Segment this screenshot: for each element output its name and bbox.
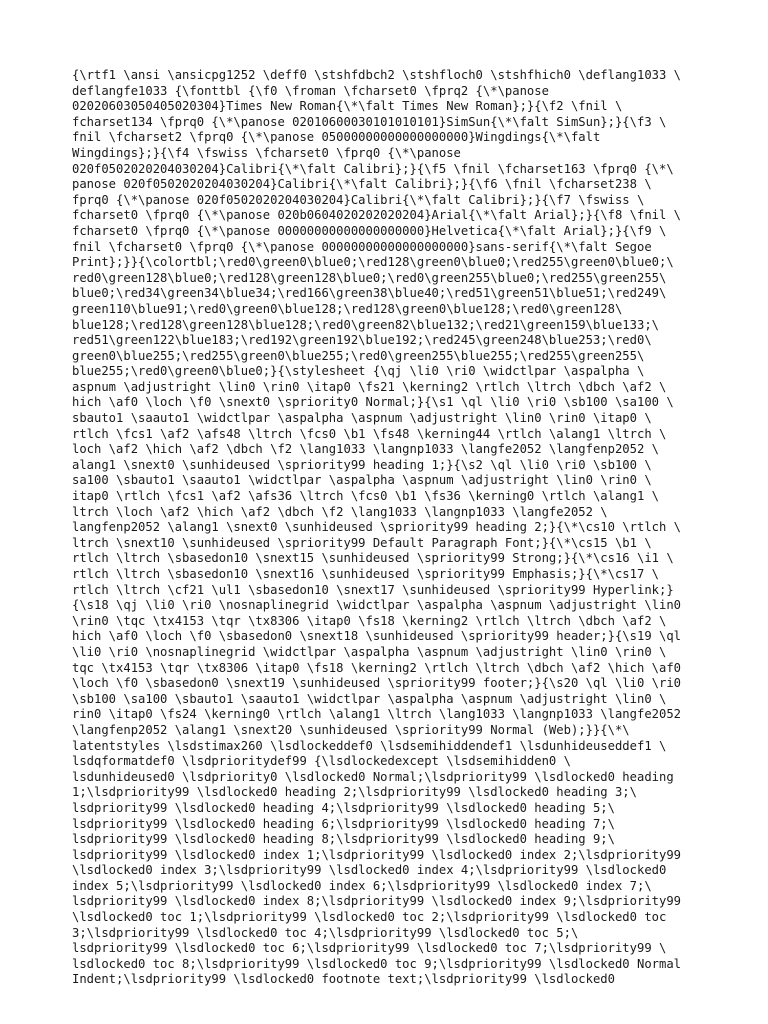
text-line: lsdpriority99 \lsdlocked0 heading 4;\lsdpriority99 \lsdlocked0 heading 5;\ — [72, 800, 615, 815]
text-line: 3;\lsdpriority99 \lsdlocked0 toc 4;\lsdpriority99 \lsdlocked0 toc 5;\ — [72, 925, 579, 940]
text-line: {\s18 \qj \li0 \ri0 \nosnaplinegrid \widctlpar \aspalpha \aspnum \adjustright \lin0 — [72, 598, 682, 613]
text-line: lsdpriority99 \lsdlocked0 index 8;\lsdpriority99 \lsdlocked0 index 9;\lsdpriority99 — [72, 894, 682, 909]
text-line: green110\blue91;\red0\green0\blue128;\red128\green0\blue128;\red0\green128\ — [72, 301, 623, 316]
text-line: green0\blue255;\red255\green0\blue255;\red0\green255\blue255;\red255\green255\ — [72, 348, 645, 363]
text-line: Indent;\lsdpriority99 \lsdlocked0 footnote text;\lsdpriority99 \lsdlocked0 — [72, 972, 615, 987]
text-line: \lsdlocked0 index 3;\lsdpriority99 \lsdlocked0 index 4;\lsdpriority99 \lsdlocked0 — [72, 863, 667, 878]
text-line: ltrch \snext10 \sunhideused \spriority99 Default Paragraph Font;}{\*\cs15 \b1 \ — [72, 535, 652, 550]
text-line: fcharset0 \fprq0 {\*\panose 00000000000000000000}Helvetica{\*\falt Arial};}{\f9 \ — [72, 223, 667, 238]
text-line: tqc \tx4153 \tqr \tx8306 \itap0 \fs18 \kerning2 \rtlch \ltrch \dbch \af2 \hich \af0 — [72, 660, 682, 675]
rtf-source-text — [72, 68, 702, 988]
text-line: fprq0 {\*\panose 020f0502020204030204}Calibri{\*\falt Calibri};}{\f7 \fswiss \ — [72, 192, 645, 207]
text-line: 1;\lsdpriority99 \lsdlocked0 heading 2;\lsdpriority99 \lsdlocked0 heading 3;\ — [72, 785, 637, 800]
text-line: \lsdlocked0 toc 1;\lsdpriority99 \lsdlocked0 toc 2;\lsdpriority99 \lsdlocked0 toc — [72, 910, 667, 925]
text-line: panose 020f0502020204030204}Calibri{\*\falt Calibri};}{\f6 \fnil \fcharset238 \ — [72, 177, 652, 192]
text-line: rtlch \ltrch \sbasedon10 \snext16 \sunhideused \spriority99 Emphasis;}{\*\cs17 \ — [72, 567, 659, 581]
text-line: rtlch \ltrch \cf21 \ul1 \sbasedon10 \snext17 \sunhideused \spriority99 Hyperlink;} — [72, 582, 674, 597]
text-line: 02020603050405020304}Times New Roman{\*\falt Times New Roman};}{\f2 \fnil \ — [72, 99, 623, 114]
text-line: \li0 \ri0 \nosnaplinegrid \widctlpar \aspalpha \aspnum \adjustright \lin0 \rin0 \ — [72, 644, 667, 659]
text-line: \loch \f0 \sbasedon0 \snext19 \sunhideused \spriority99 footer;}{\s20 \ql \li0 \ri0 — [72, 676, 682, 691]
text-line: lsdqformatdef0 \lsdprioritydef99 {\lsdlockedexcept \lsdsemihidden0 \ — [72, 754, 571, 769]
text-line: loch \af2 \hich \af2 \dbch \f2 \lang1033 \langnp1033 \langfe2052 \langfenp2052 \ — [72, 442, 659, 457]
text-line: fnil \fcharset2 \fprq0 {\*\panose 05000000000000000000}Wingdings{\*\falt — [72, 130, 601, 145]
text-line: blue128;\red128\green128\blue128;\red0\green82\blue132;\red21\green159\blue133;\ — [72, 317, 659, 332]
text-line: latentstyles \lsdstimax260 \lsdlockeddef0 \lsdsemihiddendef1 \lsdunhideuseddef1 \ — [72, 738, 667, 753]
text-line: blue0;\red34\green34\blue34;\red166\green38\blue40;\red51\green51\blue51;\red249\ — [72, 286, 667, 301]
text-line: deflangfe1033 {\fonttbl {\f0 \froman \fcharset0 \fprq2 {\*\panose — [72, 83, 549, 98]
text-line: Wingdings};}{\f4 \fswiss \fcharset0 \fprq0 {\*\panose — [72, 145, 461, 160]
text-line: \sb100 \sa100 \sbauto1 \saauto1 \widctlpar \aspalpha \aspnum \adjustright \lin0 \ — [72, 691, 667, 706]
text-line: itap0 \rtlch \fcs1 \af2 \afs36 \ltrch \fcs0 \b1 \fs36 \kerning0 \rtlch \alang1 \ — [72, 489, 659, 504]
text-line: ltrch \loch \af2 \hich \af2 \dbch \f2 \lang1033 \langnp1033 \langfe2052 \ — [72, 504, 608, 519]
text-line: fcharset0 \fprq0 {\*\panose 020b0604020202020204}Arial{\*\falt Arial};}{\f8 \fnil \ — [72, 208, 682, 223]
text-line: blue255;\red0\green0\blue0;}{\stylesheet {\qj \li0 \ri0 \widctlpar \aspalpha \ — [72, 364, 645, 379]
text-line: lsdpriority99 \lsdlocked0 index 1;\lsdpriority99 \lsdlocked0 index 2;\lsdpriority99 — [72, 847, 682, 862]
text-line: hich \af0 \loch \f0 \snext0 \spriority0 Normal;}{\s1 \ql \li0 \ri0 \sb100 \sa100 \ — [72, 395, 674, 410]
text-line: alang1 \snext0 \sunhideused \spriority99 heading 1;}{\s2 \ql \li0 \ri0 \sb100 \ — [72, 457, 652, 472]
text-line: fnil \fcharset0 \fprq0 {\*\panose 00000000000000000000}sans-serif{\*\falt Segoe — [72, 239, 652, 254]
text-line: rtlch \fcs1 \af2 \afs48 \ltrch \fcs0 \b1 \fs48 \kerning44 \rtlch \alang1 \ltrch \ — [72, 426, 667, 441]
text-line: lsdunhideused0 \lsdpriority0 \lsdlocked0 Normal;\lsdpriority99 \lsdlocked0 heading — [72, 769, 674, 784]
text-line: lsdlocked0 toc 8;\lsdpriority99 \lsdlocked0 toc 9;\lsdpriority99 \lsdlocked0 Normal — [72, 956, 682, 971]
text-line: \rin0 \tqc \tx4153 \tqr \tx8306 \itap0 \fs18 \kerning2 \rtlch \ltrch \dbch \af2 \ — [72, 613, 667, 628]
text-line: aspnum \adjustright \lin0 \rin0 \itap0 \fs21 \kerning2 \rtlch \ltrch \dbch \af2 \ — [72, 379, 667, 394]
text-line: \langfenp2052 \alang1 \snext20 \sunhideused \spriority99 Normal (Web);}}{\*\ — [72, 722, 630, 737]
text-line: fcharset134 \fprq0 {\*\panose 02010600030101010101}SimSun{\*\falt SimSun};}{\f3 \ — [72, 114, 667, 129]
text-line: sbauto1 \saauto1 \widctlpar \aspalpha \aspnum \adjustright \lin0 \rin0 \itap0 \ — [72, 411, 652, 426]
text-line: lsdpriority99 \lsdlocked0 heading 6;\lsdpriority99 \lsdlocked0 heading 7;\ — [72, 816, 615, 831]
text-line: Print};}}{\colortbl;\red0\green0\blue0;\red128\green0\blue0;\red255\green0\blue0;\ — [72, 255, 674, 270]
text-line: index 5;\lsdpriority99 \lsdlocked0 index 6;\lsdpriority99 \lsdlocked0 index 7;\ — [72, 878, 652, 893]
text-line: lsdpriority99 \lsdlocked0 heading 8;\lsdpriority99 \lsdlocked0 heading 9;\ — [72, 832, 615, 847]
text-line: {\rtf1 \ansi \ansicpg1252 \deff0 \stshfdbch2 \stshfloch0 \stshfhich0 \deflang1033 \ — [72, 68, 682, 82]
text-line: red51\green122\blue183;\red192\green192\blue192;\red245\green248\blue253;\red0\ — [72, 333, 652, 348]
text-line: hich \af0 \loch \f0 \sbasedon0 \snext18 \sunhideused \spriority99 header;}{\s19 \ql — [72, 629, 682, 644]
text-line: red0\green128\blue0;\red128\green128\blue0;\red0\green255\blue0;\red255\green255\ — [72, 270, 667, 285]
text-line: lsdpriority99 \lsdlocked0 toc 6;\lsdpriority99 \lsdlocked0 toc 7;\lsdpriority99 \ — [72, 941, 667, 956]
text-line: 020f0502020204030204}Calibri{\*\falt Calibri};}{\f5 \fnil \fcharset163 \fprq0 {\*\ — [72, 161, 674, 176]
text-line: rtlch \ltrch \sbasedon10 \snext15 \sunhideused \spriority99 Strong;}{\*\cs16 \i1 \ — [72, 551, 674, 566]
text-line: rin0 \itap0 \fs24 \kerning0 \rtlch \alang1 \ltrch \lang1033 \langnp1033 \langfe2052 — [72, 707, 682, 722]
text-line: langfenp2052 \alang1 \snext0 \sunhideused \spriority99 heading 2;}{\*\cs10 \rtlch \ — [72, 520, 682, 535]
text-line: sa100 \sbauto1 \saauto1 \widctlpar \aspalpha \aspnum \adjustright \lin0 \rin0 \ — [72, 473, 652, 488]
